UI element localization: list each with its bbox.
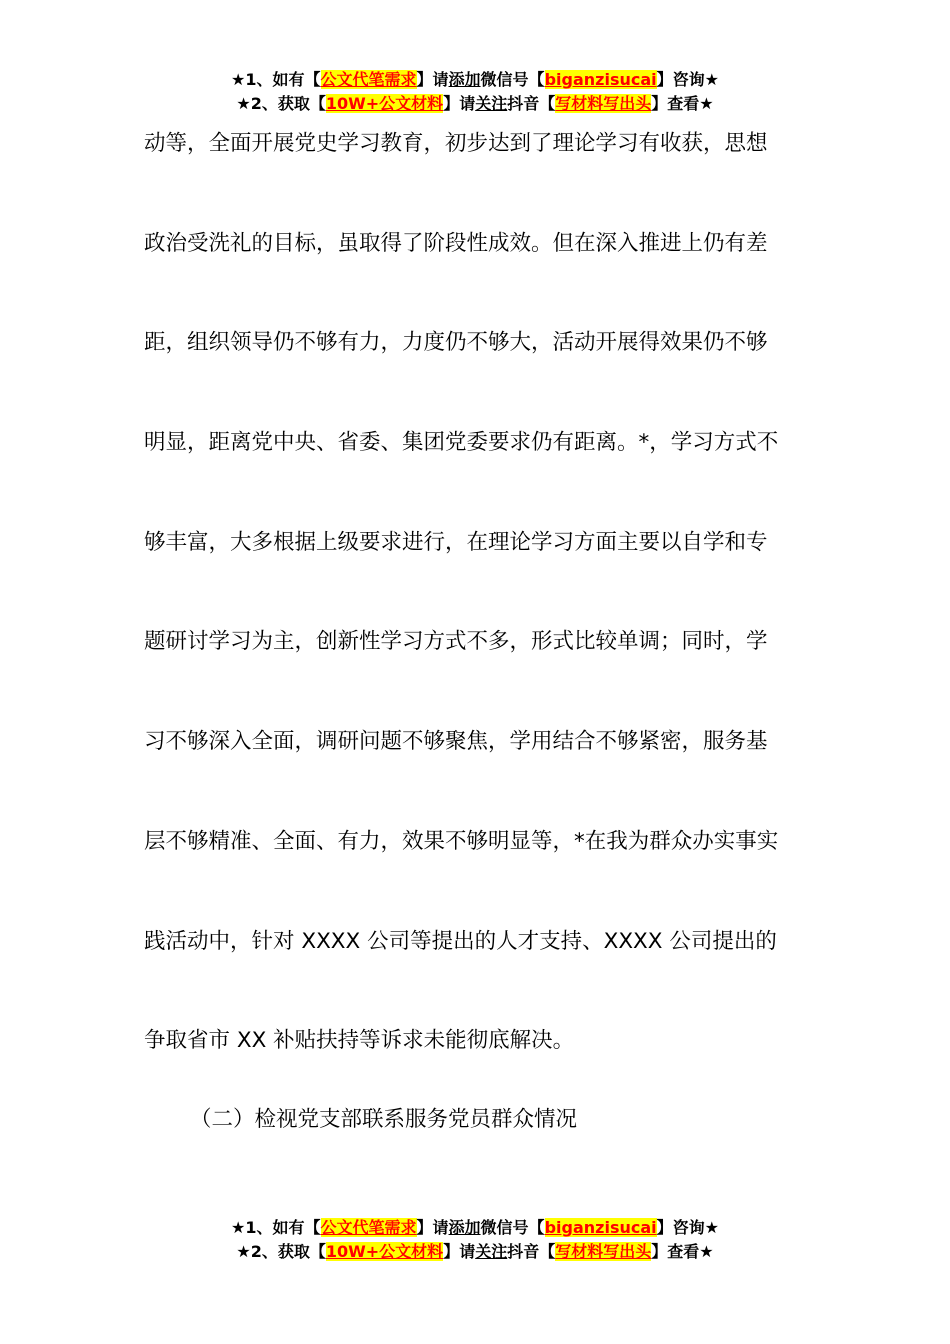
promo-line-1-wechat-id: biganzisucai [544,1218,657,1237]
body-line: 明显，距离党中央、省委、集团党委要求仍有距离。*，学习方式不 [144,430,779,456]
promo-line-2-mid: 】请 [443,1242,476,1261]
promo-line-1-mid2: 微信号【 [480,70,545,89]
body-line: 政治受洗礼的目标，虽取得了阶段性成效。但在深入推进上仍有差 [144,230,768,256]
promo-line-1-suffix: 】咨询★ [656,1218,719,1237]
promo-line-2-mid2: 抖音【 [507,94,556,113]
body-line: 习不够深入全面，调研问题不够聚焦，学用结合不够紧密，服务基 [144,729,768,755]
promo-line-2-mid2: 抖音【 [507,1242,556,1261]
header-promo-banner [0,68,950,116]
document-body-paragraph [144,124,814,1121]
promo-line-1-highlight-service: 公文代笔需求 [320,70,417,89]
promo-line-1-prefix: ★1、如有【 [231,1218,321,1237]
section-heading: （二）检视党支部联系服务党员群众情况 [190,1107,578,1132]
promo-line-2-douyin-account: 写材料写出头 [555,1242,652,1261]
promo-line-1-emphasis: 添加 [448,70,481,89]
promo-line-2-prefix: ★2、获取【 [236,94,326,113]
promo-line-2-suffix: 】查看★ [651,1242,714,1261]
promo-line-1-mid2: 微信号【 [480,1218,545,1237]
promo-line-2-prefix: ★2、获取【 [236,1242,326,1261]
promo-line-1 [0,1216,950,1240]
promo-line-1 [0,68,950,92]
promo-line-2-suffix: 】查看★ [651,94,714,113]
promo-line-2 [0,92,950,116]
promo-line-1-suffix: 】咨询★ [656,70,719,89]
body-line: 层不够精准、全面、有力，效果不够明显等，*在我为群众办实事实 [144,828,779,854]
promo-line-2-highlight-materials: 10W+公文材料 [325,94,444,113]
promo-line-2 [0,1240,950,1264]
body-line: 践活动中，针对 XXXX 公司等提出的人才支持、XXXX 公司提出的 [144,928,777,954]
body-line: 题研讨学习为主，创新性学习方式不多，形式比较单调；同时，学 [144,629,768,655]
footer-promo-banner [0,1216,950,1264]
promo-line-1-mid: 】请 [416,70,449,89]
promo-line-2-emphasis: 关注 [475,94,508,113]
promo-line-2-highlight-materials: 10W+公文材料 [325,1242,444,1261]
promo-line-1-prefix: ★1、如有【 [231,70,321,89]
body-line: 争取省市 XX 补贴扶持等诉求未能彻底解决。 [144,1028,575,1054]
promo-line-2-mid: 】请 [443,94,476,113]
promo-line-1-highlight-service: 公文代笔需求 [320,1218,417,1237]
promo-line-1-mid: 】请 [416,1218,449,1237]
body-line: 动等，全面开展党史学习教育，初步达到了理论学习有收获，思想 [144,131,768,156]
promo-line-1-wechat-id: biganzisucai [544,70,657,89]
promo-line-2-emphasis: 关注 [475,1242,508,1261]
body-line: 距，组织领导仍不够有力，力度仍不够大，活动开展得效果仍不够 [144,330,768,356]
promo-line-1-emphasis: 添加 [448,1218,481,1237]
promo-line-2-douyin-account: 写材料写出头 [555,94,652,113]
body-line: 够丰富，大多根据上级要求进行，在理论学习方面主要以自学和专 [144,529,768,555]
